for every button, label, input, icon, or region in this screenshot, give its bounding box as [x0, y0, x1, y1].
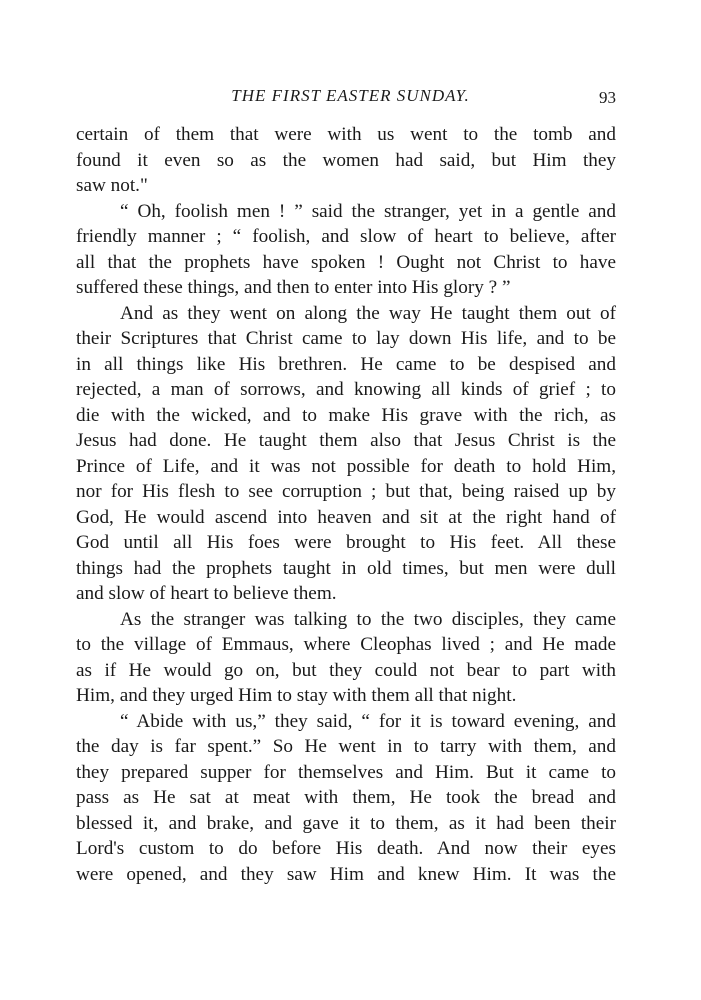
page-number: 93: [599, 88, 616, 107]
running-title: THE FIRST EASTER SUNDAY.: [231, 86, 470, 105]
text-line: rejected, a man of sorrows, and knowing all kinds of grief ; to: [76, 379, 616, 400]
text-line: the day is far spent.” So He went in to tarry with them, and: [76, 736, 616, 757]
paragraph-4: [76, 607, 616, 709]
text-line: nor for His flesh to see corruption ; but that, being raised up by: [76, 481, 616, 502]
text-line: as if He would go on, but they could not bear to part with: [76, 659, 616, 681]
text-line: friendly manner ; “ foolish, and slow of heart to believe, after: [76, 226, 616, 247]
text-line: certain of them that were with us went to the tomb and: [76, 124, 616, 145]
paragraph-3: [76, 301, 616, 607]
text-line: Him, and they urged Him to stay with them all that night.: [76, 685, 517, 706]
text-line: were opened, and they saw Him and knew Him. It was the: [76, 863, 616, 885]
text-line: in all things like His brethren. He came to be despised and: [76, 353, 616, 375]
text-line: God, He would ascend into heaven and sit at the right hand of: [76, 506, 616, 528]
text-line: As the stranger was talking to the two disciples, they came: [120, 608, 616, 630]
text-line: suffered these things, and then to enter into His glory ? ”: [76, 277, 511, 298]
text-line: saw not.": [76, 175, 148, 196]
text-line: they prepared supper for themselves and Him. But it came to: [76, 761, 616, 783]
running-head: [0, 86, 701, 112]
text-line: God until all His foes were brought to His feet. All these: [76, 532, 616, 553]
text-line: “ Abide with us,” they said, “ for it is toward evening, and: [120, 710, 616, 732]
text-line: blessed it, and brake, and gave it to them, as it had been their: [76, 812, 616, 834]
text-line: Lord's custom to do before His death. And now their eyes: [76, 838, 616, 859]
text-line: and slow of heart to believe them.: [76, 583, 337, 604]
text-line: Jesus had done. He taught them also that Jesus Christ is the: [76, 430, 616, 451]
text-line: found it even so as the women had said, but Him they: [76, 149, 616, 171]
body-text: [76, 122, 616, 887]
paragraph-1: [76, 122, 616, 199]
text-line: to the village of Emmaus, where Cleophas lived ; and He made: [76, 634, 616, 655]
text-line: And as they went on along the way He taught them out of: [120, 302, 616, 324]
text-line: things had the prophets taught in old times, but men were dull: [76, 557, 616, 579]
text-line: pass as He sat at meat with them, He took the bread and: [76, 787, 616, 808]
paragraph-5: [76, 709, 616, 888]
text-line: all that the prophets have spoken ! Ought not Christ to have: [76, 251, 616, 273]
text-line: Prince of Life, and it was not possible for death to hold Him,: [76, 455, 616, 477]
text-line: “ Oh, foolish men ! ” said the stranger, yet in a gentle and: [120, 200, 616, 222]
paragraph-2: [76, 199, 616, 301]
text-line: their Scriptures that Christ came to lay down His life, and to be: [76, 328, 616, 349]
text-line: die with the wicked, and to make His grave with the rich, as: [76, 404, 616, 426]
